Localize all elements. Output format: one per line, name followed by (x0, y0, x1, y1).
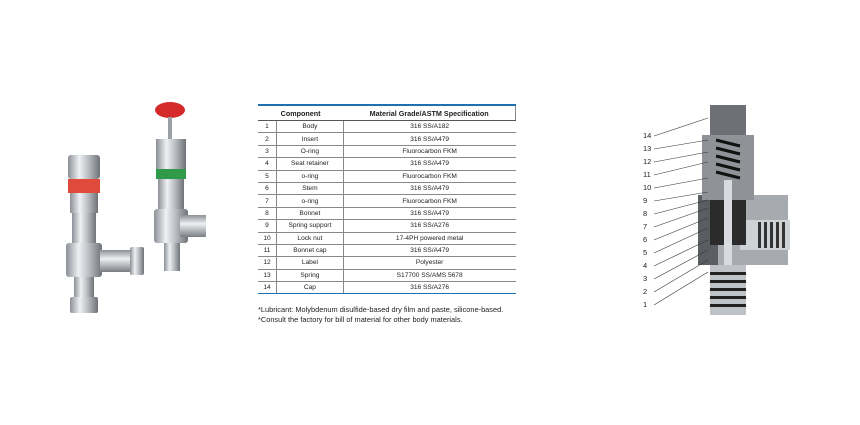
material-cell: 316 SS/A479 (343, 182, 515, 194)
valve-left (66, 155, 144, 313)
callout-leader (654, 178, 708, 188)
table-row (258, 145, 516, 157)
callout-number: 11 (643, 170, 651, 179)
material-cell: S17700 SS/AMS 5678 (343, 269, 515, 281)
row-number: 6 (258, 182, 277, 194)
note-lubricant: *Lubricant: Molybdenum disulfide-based dry film and paste, silicone-based. (258, 305, 504, 315)
material-cell: 316 SS/A182 (343, 121, 515, 133)
material-cell: Fluorocarbon FKM (343, 195, 515, 207)
callout-number: 5 (643, 248, 648, 257)
table-row (258, 244, 516, 256)
callout-leader (654, 118, 708, 136)
component-cell: Spring (277, 269, 344, 281)
table-notes (258, 305, 516, 325)
cross-section-diagram (640, 100, 800, 325)
callout-number: 7 (643, 222, 648, 231)
note-consult: *Consult the factory for bill of material for other body materials. (258, 315, 463, 325)
table-row (258, 170, 516, 182)
component-cell: o-ring (277, 195, 344, 207)
row-number: 4 (258, 158, 277, 170)
table-row (258, 257, 516, 269)
row-number: 8 (258, 207, 277, 219)
component-cell: Stem (277, 182, 344, 194)
material-cell: 316 SS/A479 (343, 133, 515, 145)
material-cell: 316 SS/A276 (343, 220, 515, 232)
callout-number: 10 (643, 183, 652, 192)
material-cell: 316 SS/A479 (343, 244, 515, 256)
row-number: 11 (258, 244, 277, 256)
callout-leader (654, 140, 708, 149)
row-number: 12 (258, 257, 277, 269)
material-cell: Fluorocarbon FKM (343, 145, 515, 157)
table-row (258, 232, 516, 244)
valve-right (154, 102, 206, 271)
header-material: Material Grade/ASTM Specification (343, 105, 515, 121)
table-row (258, 182, 516, 194)
component-cell: Cap (277, 282, 344, 294)
bill-of-materials (258, 104, 516, 325)
component-cell: Spring support (277, 220, 344, 232)
row-number: 14 (258, 282, 277, 294)
component-cell: Body (277, 121, 344, 133)
row-number: 13 (258, 269, 277, 281)
material-cell: 316 SS/A479 (343, 158, 515, 170)
material-cell: Fluorocarbon FKM (343, 170, 515, 182)
callout-number: 13 (643, 144, 652, 153)
callout-number: 4 (643, 261, 648, 270)
material-cell: 17-4PH powered metal (343, 232, 515, 244)
callout-number: 12 (643, 157, 652, 166)
table-row (258, 195, 516, 207)
table-row (258, 220, 516, 232)
component-cell: Insert (277, 133, 344, 145)
component-cell: Lock nut (277, 232, 344, 244)
callout-number: 8 (643, 209, 648, 218)
row-number: 1 (258, 121, 277, 133)
table-row (258, 269, 516, 281)
row-number: 3 (258, 145, 277, 157)
table-row (258, 133, 516, 145)
table-row (258, 121, 516, 133)
table-row (258, 282, 516, 294)
callout-leader (654, 152, 708, 162)
row-number: 10 (258, 232, 277, 244)
callout-number: 3 (643, 274, 648, 283)
callout-number: 2 (643, 287, 648, 296)
table-row (258, 207, 516, 219)
component-cell: Label (277, 257, 344, 269)
bom-table (258, 104, 516, 294)
component-cell: o-ring (277, 170, 344, 182)
material-cell: 316 SS/A276 (343, 282, 515, 294)
callout-leader (654, 162, 708, 175)
callout-number: 1 (643, 300, 648, 309)
material-cell: Polyester (343, 257, 515, 269)
row-number: 5 (258, 170, 277, 182)
component-cell: Bonnet cap (277, 244, 344, 256)
component-cell: Seat retainer (277, 158, 344, 170)
row-number: 7 (258, 195, 277, 207)
callout-number: 6 (643, 235, 648, 244)
row-number: 2 (258, 133, 277, 145)
component-cell: Bonnet (277, 207, 344, 219)
callout-leader (654, 272, 708, 305)
table-row (258, 158, 516, 170)
callout-number: 14 (643, 131, 652, 140)
row-number: 9 (258, 220, 277, 232)
component-cell: O-ring (277, 145, 344, 157)
material-cell: 316 SS/A479 (343, 207, 515, 219)
callout-number: 9 (643, 196, 648, 205)
product-photo (30, 95, 230, 325)
header-component: Component (258, 105, 343, 121)
